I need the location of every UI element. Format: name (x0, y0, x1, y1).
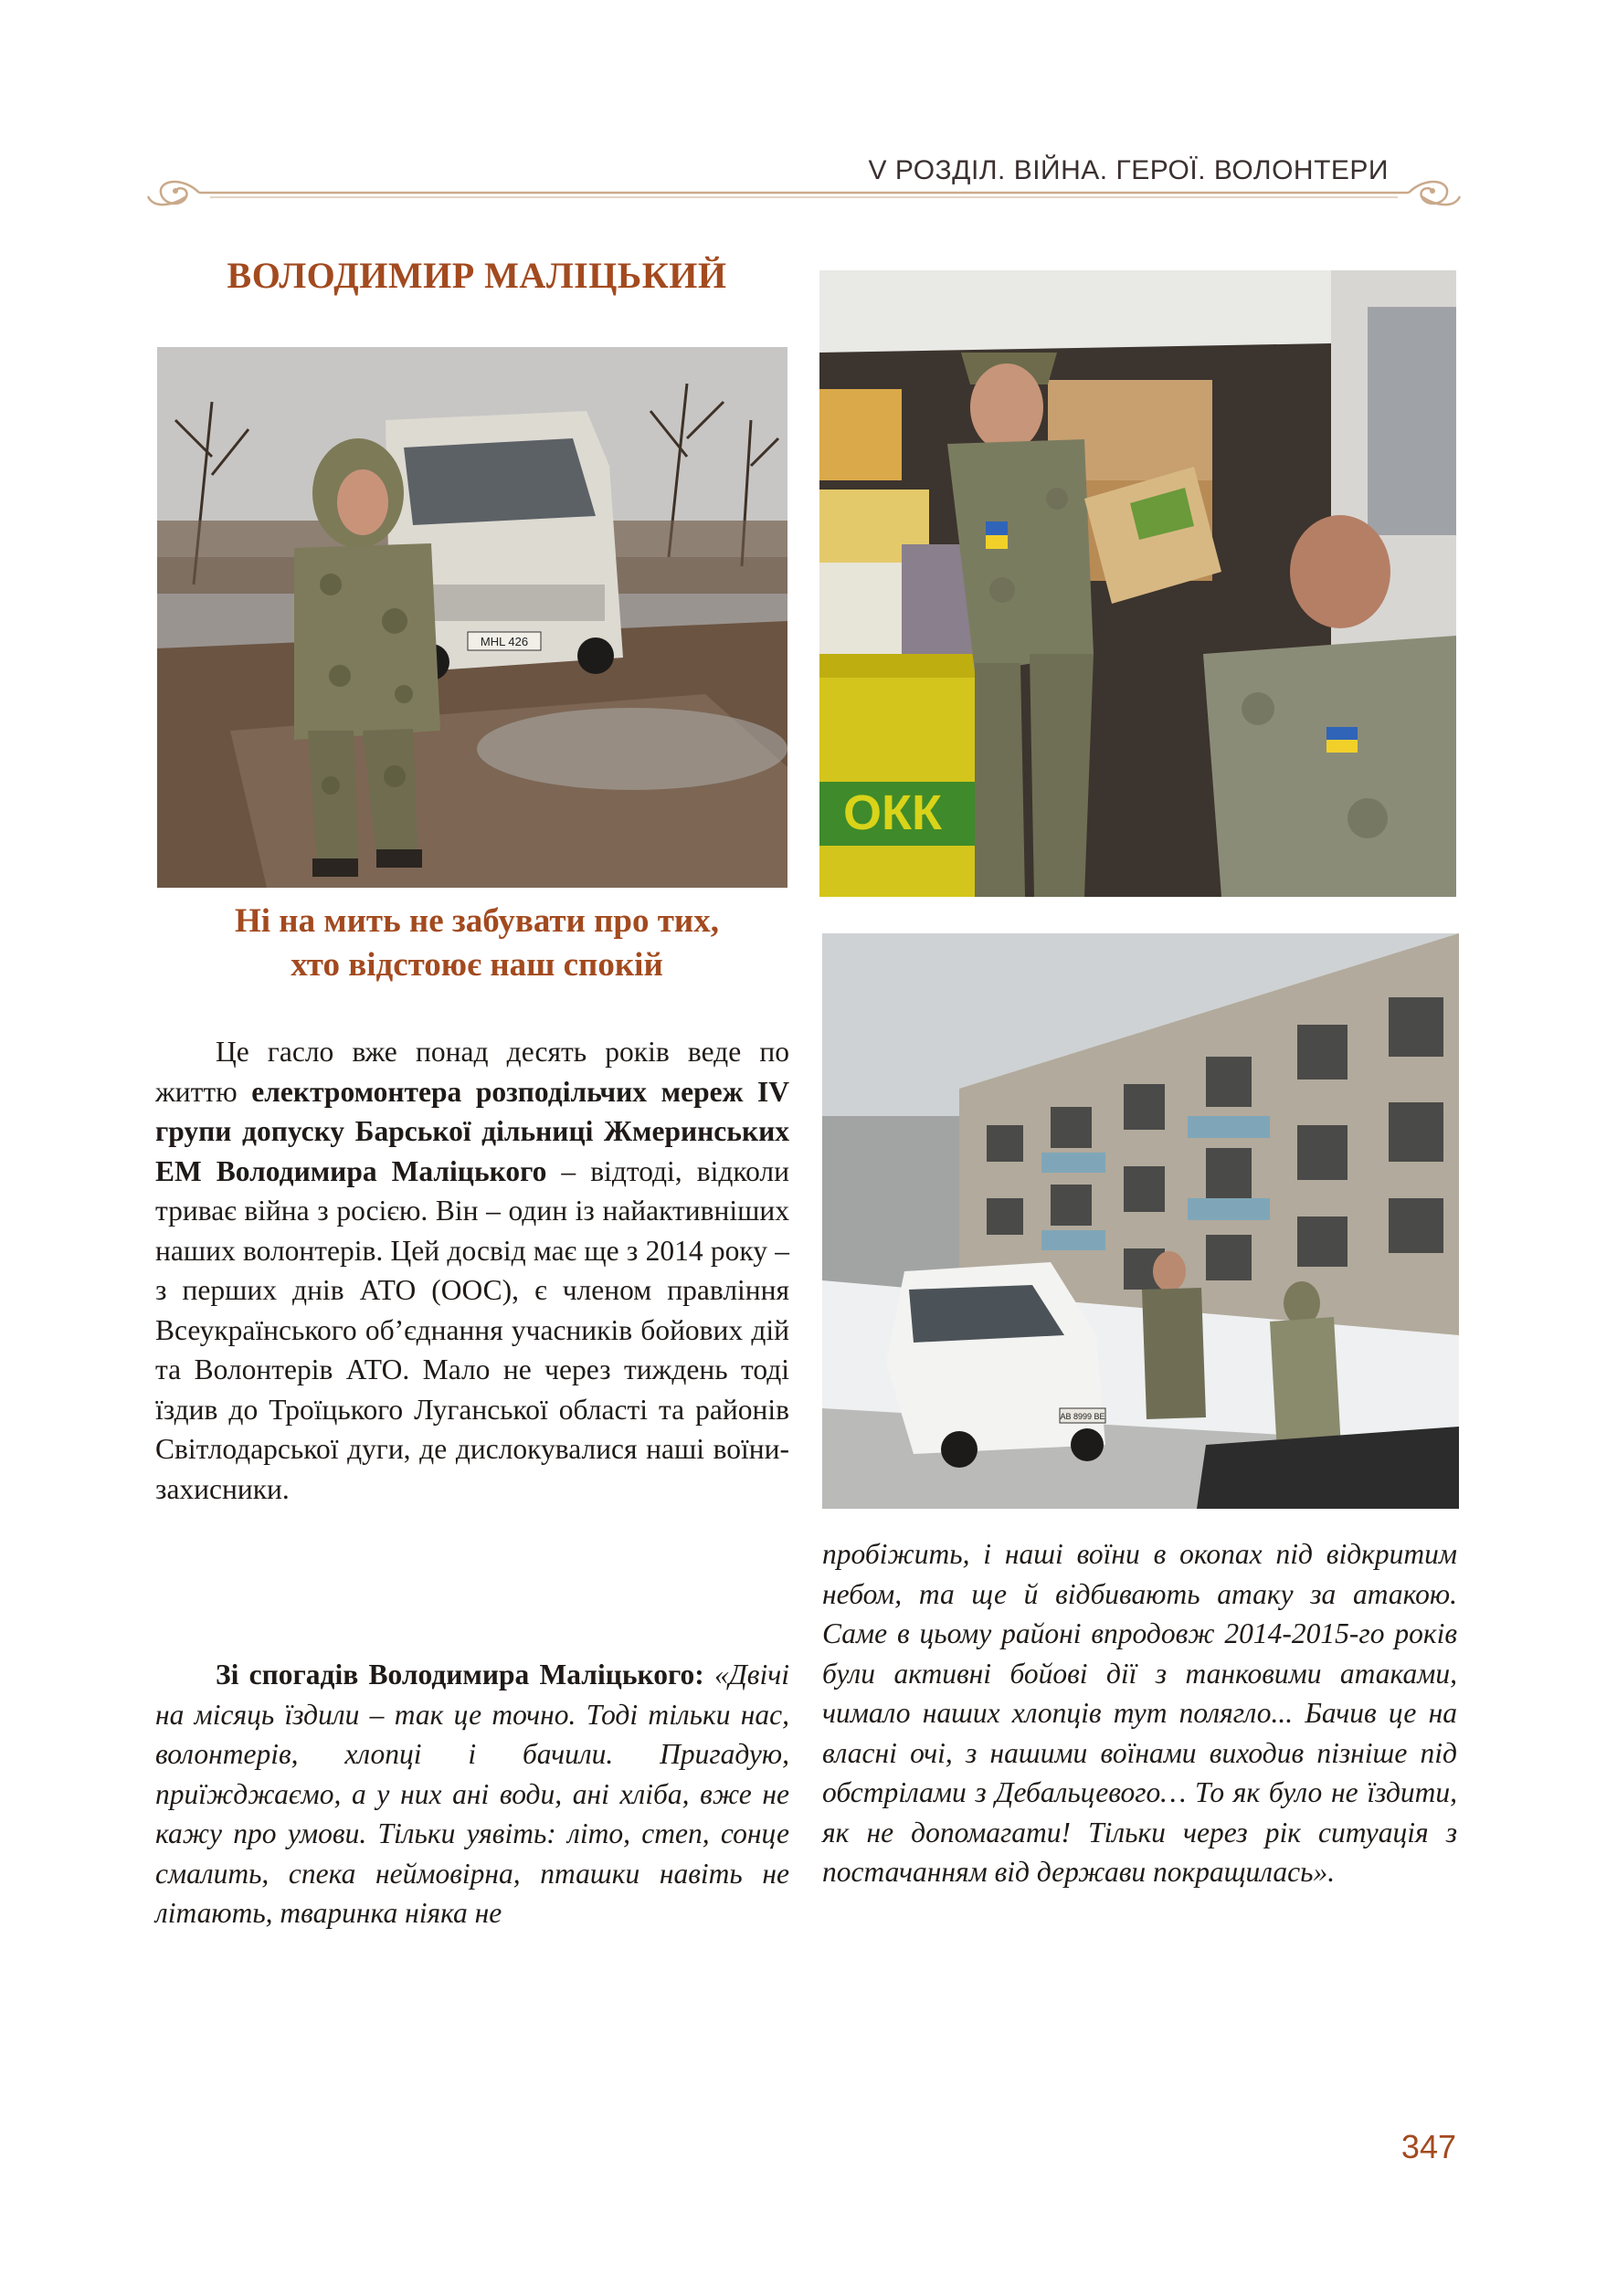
barrel-label: ОКК (843, 785, 942, 840)
photo-volunteer-with-van (157, 347, 787, 888)
p1-text-a: Це гасло вже понад десять років веде по життю (155, 1036, 789, 1108)
van-plate: МНL 426 (480, 635, 529, 648)
photo-damaged-building (822, 933, 1459, 1509)
white-van-plate: АВ 8999 ВЕ (1060, 1412, 1105, 1421)
p2-quote-right: пробіжить, і наші воїни в окопах під відкритим небом, та ще й відбивають атаку за атакою. Саме в цьому районі впродовж 2014-2015-го років були активні бойові дії з танковими атаками, чимало наших хлопців тут полягло... Бачив це на власні очі, з нашими воїнами виходив пізніше під обстрілами з Дебальцевого… То як було не їздити, як не допомагати! Тільки через рік ситуація з постачанням від держави покращилась». (822, 1538, 1457, 1888)
page-number: 347 (1400, 2128, 1456, 2165)
p1-bold-name: електромонтера розподільчих мереж IV групи допуску Барської дільниці Жмеринських ЕМ Володимира Маліцького (155, 1075, 789, 1187)
body-paragraph-2 (155, 1655, 789, 1933)
article-title: ВОЛОДИМИР МАЛІЦЬКИЙ (227, 255, 727, 296)
subtitle-line-2: хто відстоює наш спокій (291, 946, 663, 984)
article-subtitle (157, 900, 797, 987)
photo-unloading-supplies (819, 270, 1456, 897)
header-ornament (146, 169, 1462, 215)
p1-text-b: – відтоді, відколи триває війна з росією. Він – один із найактивніших наших волонтерів. Цей досвід має ще з 2014 року – з перших днів АТО (ООС), є членом правління Всеукраїнського об’єднання учасників бойових дій та Волонтерів АТО. Мало не через тиждень тоді їздив до Троїцького Луганської області та районів Світлодарської дуги, де дислокувалися наші воїни-захисники. (155, 1154, 789, 1505)
running-header: V РОЗДІЛ. ВІЙНА. ГЕРОЇ. ВОЛОНТЕРИ (868, 155, 1389, 185)
subtitle-line-1: Ні на мить не забувати про тих, (235, 902, 719, 940)
p2-bold-lead: Зі спогадів Володимира Маліцького: (216, 1659, 704, 1690)
body-paragraph-2-continued (822, 1534, 1457, 1892)
body-paragraph-1 (155, 1032, 789, 1509)
p2-quote-left: «Двічі на місяць їздили – так це точно. Тоді тільки нас, волонтерів, хлопці і бачили. Пригадую, приїжджаємо, а у них ані води, ані хліба, вже не кажу про умови. Тільки уявіть: літо, степ, сонце смалить, спека неймовірна, пташки навіть не літають, тваринка ніяка не (155, 1659, 789, 1929)
